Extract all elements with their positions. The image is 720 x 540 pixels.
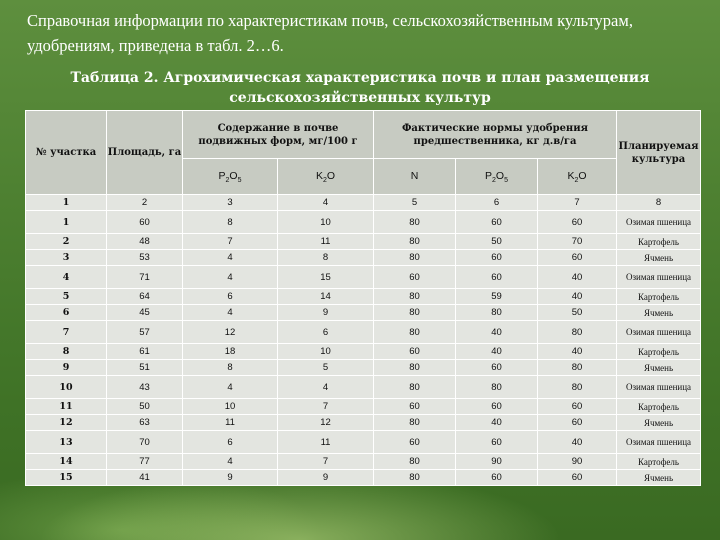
cell-p2o5-norm: 60 xyxy=(456,470,538,486)
cell-area: 77 xyxy=(107,454,183,470)
cell-k2o-norm: 40 xyxy=(538,289,617,305)
header-plot: № участка xyxy=(26,111,107,195)
cell-k2o-content: 9 xyxy=(278,305,374,321)
cell-p2o5-content: 10 xyxy=(183,399,278,415)
cell-p2o5-content: 7 xyxy=(183,234,278,250)
cell-crop: Ячмень xyxy=(617,415,701,431)
cell-crop: Озимая пшеница xyxy=(617,266,701,289)
cell-crop: Озимая пшеница xyxy=(617,321,701,344)
cell-p2o5-content: 8 xyxy=(183,211,278,234)
cell-n-norm: 80 xyxy=(374,470,456,486)
cell-p2o5-content: 6 xyxy=(183,431,278,454)
cell-crop: Картофель xyxy=(617,289,701,305)
cell-n-norm: 80 xyxy=(374,305,456,321)
cell-k2o-content: 10 xyxy=(278,211,374,234)
header-crop: Планируемая культура xyxy=(617,111,701,195)
cell-crop: Ячмень xyxy=(617,470,701,486)
table-row xyxy=(26,415,701,431)
column-number: 1 xyxy=(26,195,107,211)
cell-k2o-content: 12 xyxy=(278,415,374,431)
cell-crop: Картофель xyxy=(617,344,701,360)
header-norms: Фактические нормы удобрения предшественника, кг д.в/га xyxy=(374,111,617,159)
cell-n-norm: 80 xyxy=(374,360,456,376)
cell-crop: Ячмень xyxy=(617,305,701,321)
cell-plot-number: 4 xyxy=(26,266,107,289)
cell-p2o5-norm: 60 xyxy=(456,360,538,376)
column-number: 3 xyxy=(183,195,278,211)
cell-n-norm: 60 xyxy=(374,399,456,415)
cell-area: 48 xyxy=(107,234,183,250)
cell-p2o5-norm: 40 xyxy=(456,321,538,344)
cell-area: 71 xyxy=(107,266,183,289)
cell-plot-number: 2 xyxy=(26,234,107,250)
cell-k2o-norm: 80 xyxy=(538,376,617,399)
cell-n-norm: 80 xyxy=(374,415,456,431)
cell-p2o5-content: 4 xyxy=(183,454,278,470)
cell-area: 43 xyxy=(107,376,183,399)
cell-n-norm: 60 xyxy=(374,266,456,289)
cell-p2o5-norm: 60 xyxy=(456,399,538,415)
cell-n-norm: 80 xyxy=(374,321,456,344)
column-number: 4 xyxy=(278,195,374,211)
cell-p2o5-content: 4 xyxy=(183,266,278,289)
cell-p2o5-norm: 90 xyxy=(456,454,538,470)
cell-p2o5-norm: 80 xyxy=(456,305,538,321)
cell-plot-number: 10 xyxy=(26,376,107,399)
cell-p2o5-norm: 60 xyxy=(456,211,538,234)
cell-k2o-norm: 60 xyxy=(538,415,617,431)
header-p2o5-norm: $P_2O_5$ xyxy=(456,159,538,195)
cell-p2o5-norm: 60 xyxy=(456,266,538,289)
cell-n-norm: 80 xyxy=(374,376,456,399)
cell-plot-number: 6 xyxy=(26,305,107,321)
cell-crop: Озимая пшеница xyxy=(617,211,701,234)
cell-k2o-content: 7 xyxy=(278,399,374,415)
cell-k2o-norm: 80 xyxy=(538,321,617,344)
cell-k2o-content: 7 xyxy=(278,454,374,470)
cell-p2o5-content: 11 xyxy=(183,415,278,431)
cell-p2o5-norm: 40 xyxy=(456,415,538,431)
cell-p2o5-content: 12 xyxy=(183,321,278,344)
intro-text: Справочная информации по характеристикам почв, сельскохозяйственным культурам, удобрениям, приведена в табл. 2…6. xyxy=(27,11,633,55)
table-title: Таблица 2. Агрохимическая характеристика почв и план размещения сельскохозяйственных культур xyxy=(70,70,650,106)
column-number-row xyxy=(26,195,701,211)
cell-area: 63 xyxy=(107,415,183,431)
cell-plot-number: 14 xyxy=(26,454,107,470)
cell-p2o5-content: 18 xyxy=(183,344,278,360)
cell-n-norm: 80 xyxy=(374,211,456,234)
cell-p2o5-content: 4 xyxy=(183,305,278,321)
table-row xyxy=(26,470,701,486)
cell-area: 51 xyxy=(107,360,183,376)
cell-p2o5-norm: 59 xyxy=(456,289,538,305)
cell-area: 53 xyxy=(107,250,183,266)
table-row xyxy=(26,431,701,454)
cell-k2o-norm: 40 xyxy=(538,344,617,360)
cell-area: 60 xyxy=(107,211,183,234)
cell-k2o-norm: 90 xyxy=(538,454,617,470)
cell-p2o5-norm: 80 xyxy=(456,376,538,399)
cell-k2o-content: 8 xyxy=(278,250,374,266)
header-p2o5-content: $P_2O_5$ xyxy=(183,159,278,195)
cell-plot-number: 11 xyxy=(26,399,107,415)
table-row xyxy=(26,344,701,360)
cell-crop: Озимая пшеница xyxy=(617,376,701,399)
cell-n-norm: 80 xyxy=(374,454,456,470)
cell-n-norm: 60 xyxy=(374,431,456,454)
cell-p2o5-content: 9 xyxy=(183,470,278,486)
cell-plot-number: 5 xyxy=(26,289,107,305)
cell-k2o-norm: 60 xyxy=(538,399,617,415)
column-number: 7 xyxy=(538,195,617,211)
cell-k2o-content: 15 xyxy=(278,266,374,289)
cell-p2o5-norm: 50 xyxy=(456,234,538,250)
table-row xyxy=(26,321,701,344)
cell-k2o-norm: 70 xyxy=(538,234,617,250)
cell-n-norm: 80 xyxy=(374,289,456,305)
cell-crop: Озимая пшеница xyxy=(617,431,701,454)
cell-k2o-content: 4 xyxy=(278,376,374,399)
header-area: Площадь, га xyxy=(107,111,183,195)
cell-plot-number: 8 xyxy=(26,344,107,360)
header-k2o-content: $K_2O$ xyxy=(278,159,374,195)
cell-k2o-content: 11 xyxy=(278,234,374,250)
cell-p2o5-norm: 40 xyxy=(456,344,538,360)
column-number: 5 xyxy=(374,195,456,211)
cell-k2o-norm: 60 xyxy=(538,250,617,266)
cell-plot-number: 12 xyxy=(26,415,107,431)
cell-p2o5-content: 4 xyxy=(183,250,278,266)
table-row xyxy=(26,454,701,470)
cell-crop: Ячмень xyxy=(617,360,701,376)
cell-crop: Картофель xyxy=(617,234,701,250)
soil-table xyxy=(25,110,701,486)
cell-plot-number: 7 xyxy=(26,321,107,344)
table-row xyxy=(26,250,701,266)
column-number: 2 xyxy=(107,195,183,211)
cell-k2o-content: 11 xyxy=(278,431,374,454)
cell-area: 70 xyxy=(107,431,183,454)
table-row xyxy=(26,211,701,234)
table-row xyxy=(26,376,701,399)
table-row xyxy=(26,234,701,250)
cell-area: 50 xyxy=(107,399,183,415)
cell-k2o-content: 10 xyxy=(278,344,374,360)
cell-n-norm: 80 xyxy=(374,250,456,266)
cell-crop: Картофель xyxy=(617,454,701,470)
cell-k2o-norm: 50 xyxy=(538,305,617,321)
cell-crop: Ячмень xyxy=(617,250,701,266)
table-row xyxy=(26,399,701,415)
table-row xyxy=(26,266,701,289)
column-number: 8 xyxy=(617,195,701,211)
cell-p2o5-content: 6 xyxy=(183,289,278,305)
header-n-norm: N xyxy=(374,159,456,195)
cell-k2o-norm: 40 xyxy=(538,266,617,289)
table-row xyxy=(26,289,701,305)
cell-k2o-norm: 60 xyxy=(538,470,617,486)
header-content: Содержание в почве подвижных форм, мг/100 г xyxy=(183,111,374,159)
cell-plot-number: 9 xyxy=(26,360,107,376)
cell-k2o-norm: 60 xyxy=(538,211,617,234)
cell-plot-number: 13 xyxy=(26,431,107,454)
cell-plot-number: 3 xyxy=(26,250,107,266)
column-number: 6 xyxy=(456,195,538,211)
table-row xyxy=(26,360,701,376)
cell-k2o-content: 6 xyxy=(278,321,374,344)
cell-crop: Картофель xyxy=(617,399,701,415)
cell-area: 57 xyxy=(107,321,183,344)
cell-k2o-norm: 40 xyxy=(538,431,617,454)
cell-n-norm: 60 xyxy=(374,344,456,360)
cell-area: 61 xyxy=(107,344,183,360)
header-k2o-norm: $K_2O$ xyxy=(538,159,617,195)
cell-p2o5-content: 4 xyxy=(183,376,278,399)
cell-k2o-norm: 80 xyxy=(538,360,617,376)
cell-k2o-content: 9 xyxy=(278,470,374,486)
table-row xyxy=(26,305,701,321)
cell-p2o5-norm: 60 xyxy=(456,431,538,454)
cell-p2o5-content: 8 xyxy=(183,360,278,376)
cell-area: 41 xyxy=(107,470,183,486)
cell-plot-number: 1 xyxy=(26,211,107,234)
cell-n-norm: 80 xyxy=(374,234,456,250)
cell-area: 45 xyxy=(107,305,183,321)
cell-plot-number: 15 xyxy=(26,470,107,486)
cell-p2o5-norm: 60 xyxy=(456,250,538,266)
cell-k2o-content: 5 xyxy=(278,360,374,376)
cell-k2o-content: 14 xyxy=(278,289,374,305)
cell-area: 64 xyxy=(107,289,183,305)
